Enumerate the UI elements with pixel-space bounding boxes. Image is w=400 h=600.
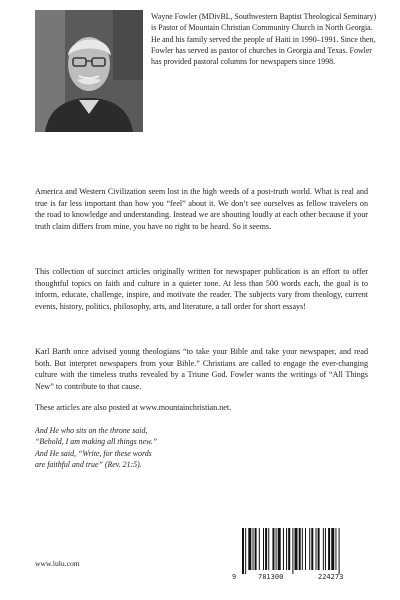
barcode-digit-first: 9 — [232, 573, 237, 581]
barcode-digits-left: 781300 — [258, 573, 284, 581]
barcode-bar — [253, 528, 254, 570]
scripture-quote — [35, 425, 225, 471]
barcode-bar — [283, 528, 284, 570]
barcode-bar — [255, 528, 257, 570]
website-paragraph: These articles are also posted at www.mountainchristian.net. — [35, 403, 232, 412]
barcode-bar — [302, 528, 303, 570]
verse-line-3: And He said, “Write, for these words — [35, 448, 152, 458]
barcode-bar — [305, 528, 306, 570]
barth-paragraph: Karl Barth once advised young theologians “to take your Bible and take your newspaper, and read both. But interpret newspapers from your Bible.” Christians are called to engage the ever-changing culture with the timeless truths revealed by a Triune God. Fowler wants the writings of “All Things New” to contribute to that cause. — [35, 347, 368, 391]
barcode-bar — [331, 528, 334, 570]
barcode-bar — [328, 528, 330, 570]
barcode-bar — [259, 528, 260, 570]
author-photo — [35, 10, 143, 132]
barcode-icon — [232, 528, 372, 574]
verse-line-1: And He who sits on the throne said, — [35, 426, 148, 435]
barcode-bar — [265, 528, 267, 570]
barcode-bar — [242, 528, 244, 574]
publisher-url: www.lulu.com — [35, 559, 80, 568]
isbn-barcode — [232, 528, 372, 574]
author-bio: Wayne Fowler (MDivBL, Southwestern Baptist Theological Seminary) is Pastor of Mountain Christian Community Church in North Georgia. He and his family served the people of Haiti in 1990–1991. Since then, Fowler has served as pastor of churches in Georgia and Texas. Fowler has provided pastoral columns for newspapers since 1998. — [151, 12, 377, 67]
barcode-bar — [325, 528, 326, 570]
barcode-bar — [268, 528, 269, 570]
barcode-bar — [263, 528, 264, 570]
barcode-bar — [323, 528, 324, 570]
barcode-bar — [278, 528, 281, 570]
barcode-bar — [286, 528, 287, 570]
barcode-digits — [232, 573, 372, 583]
barcode-bar — [335, 528, 336, 570]
collection-paragraph: This collection of succinct articles originally written for newspaper publication is an effort to offer thoughtful topics on faith and culture in a quieter tone. At less than 500 words each, the goal is to inform, educate, challenge, inspire, and motivate the reader. The subjects vary from theology, current events, history, politics, philosophy, arts, and literature, a tall order for short essays! — [35, 267, 368, 311]
barcode-bar — [248, 528, 251, 570]
barcode-bar — [311, 528, 313, 570]
barcode-bar — [245, 528, 246, 574]
intro-paragraph: America and Western Civilization seem lost in the high weeds of a post-truth world. What is real and true is far less important than how you “feel” about it. We don’t see ourselves as fellow travelers on the road to knowledge and understanding. Instead we are shouting loudly at each other because if your truth claim differs from mine, you have no right to be heard. So it seems. — [35, 187, 368, 231]
barcode-digits-right: 224273 — [318, 573, 344, 581]
barcode-bar — [272, 528, 274, 570]
barcode-bar — [299, 528, 301, 570]
verse-line-2: “Behold, I am making all things new.” — [35, 437, 158, 447]
barcode-bar — [292, 528, 293, 574]
barcode-bar — [316, 528, 317, 570]
barcode-bar — [339, 528, 340, 574]
barcode-bar — [288, 528, 290, 570]
author-portrait-icon — [35, 10, 143, 132]
barcode-bar — [276, 528, 277, 570]
verse-line-4: are faithful and true” (Rev. 21:5). — [35, 460, 142, 470]
barcode-bar — [318, 528, 320, 570]
barcode-bar — [295, 528, 298, 570]
barcode-bar — [309, 528, 310, 570]
